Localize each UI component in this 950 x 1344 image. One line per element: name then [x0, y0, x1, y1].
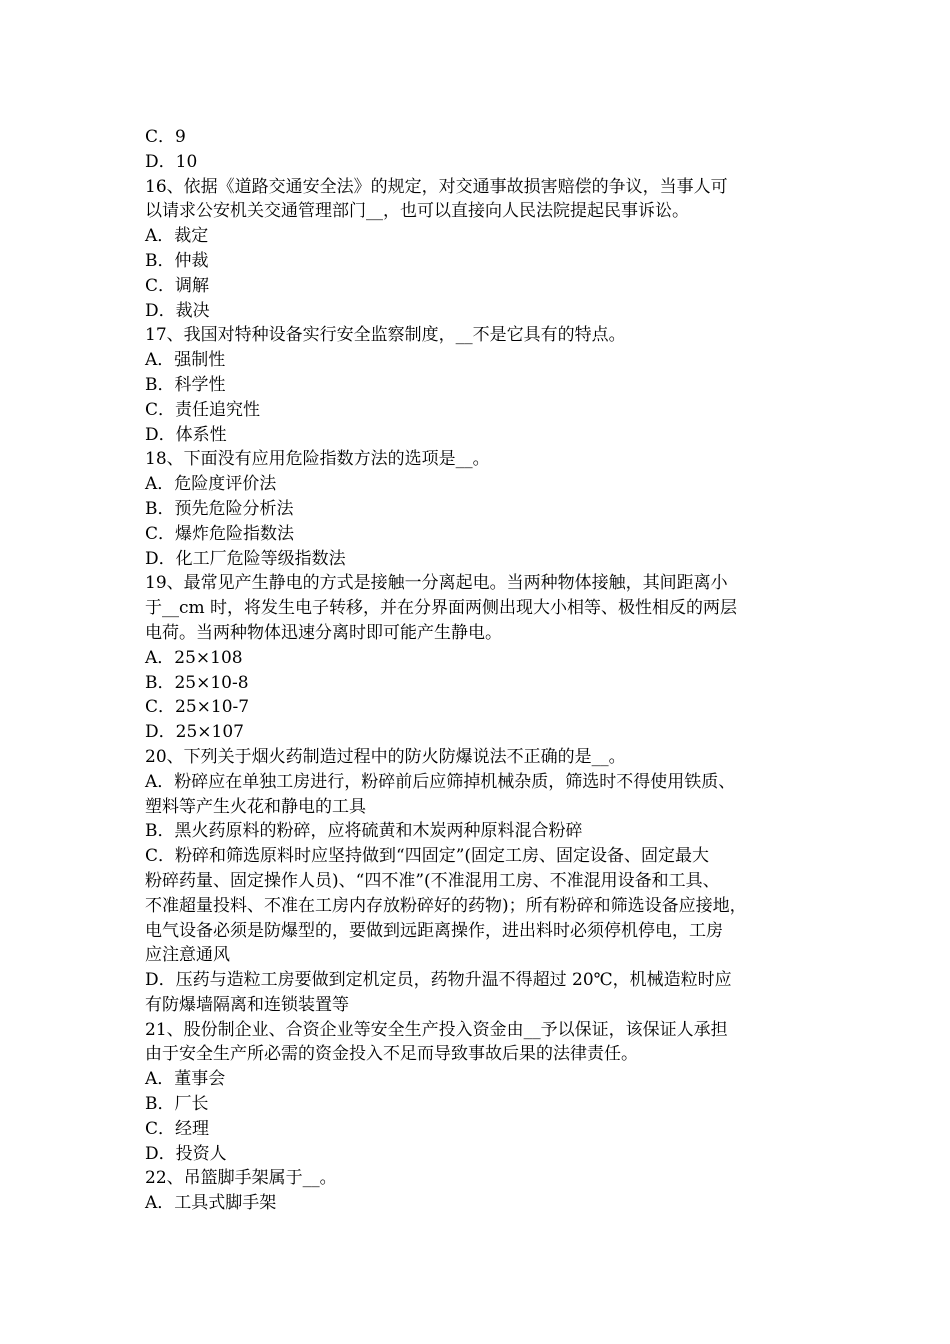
option-c-20-cont: 不准超量投料、不准在工房内存放粉碎好的药物)；所有粉碎和筛选设备应接地， [145, 895, 747, 916]
option-a-20-cont: 塑料等产生火花和静电的工具 [145, 796, 366, 817]
option-c-20-cont: 电气设备必须是防爆型的，要做到远距离操作，进出料时必须停机停电，工房 [145, 920, 723, 941]
document-page [145, 125, 825, 1216]
question-22-text: 22、吊篮脚手架属于__。 [145, 1168, 337, 1189]
option-d-20-cont: 有防爆墙隔离和连锁装置等 [145, 994, 349, 1015]
option-a-21: A．董事会 [145, 1069, 226, 1090]
option-c-16: C．调解 [145, 275, 210, 296]
question-21-text-cont: 由于安全生产所必需的资金投入不足而导致事故后果的法律责任。 [145, 1044, 638, 1065]
option-c-20-cont: 应注意通风 [145, 945, 230, 966]
option-d-19: D．25×107 [145, 722, 244, 743]
option-b-19: B．25×10-8 [145, 672, 249, 693]
question-17-text: 17、我国对特种设备实行安全监察制度，__不是它具有的特点。 [145, 325, 626, 346]
option-d-15: D．10 [145, 151, 198, 172]
option-a-16: A．裁定 [145, 226, 209, 247]
option-c-21: C．经理 [145, 1118, 210, 1139]
question-19-text-cont: 电荷。当两种物体迅速分离时即可能产生静电。 [145, 622, 502, 643]
option-c-17: C．责任追究性 [145, 399, 261, 420]
option-d-21: D．投资人 [145, 1143, 227, 1164]
option-a-19: A．25×108 [145, 647, 243, 668]
option-d-20: D．压药与造粒工房要做到定机定员，药物升温不得超过 20℃，机械造粒时应 [145, 970, 732, 991]
option-b-16: B．仲裁 [145, 250, 209, 271]
option-b-21: B．厂长 [145, 1094, 209, 1115]
option-d-16: D．裁决 [145, 300, 210, 321]
question-16-text-cont: 以请求公安机关交通管理部门__，也可以直接向人民法院提起民事诉讼。 [145, 201, 689, 222]
option-a-22: A．工具式脚手架 [145, 1193, 277, 1214]
option-c-20: C．粉碎和筛选原料时应坚持做到“四固定”(固定工房、固定设备、固定最大 [145, 846, 710, 867]
option-c-18: C．爆炸危险指数法 [145, 523, 295, 544]
option-b-18: B．预先危险分析法 [145, 498, 294, 519]
question-18-text: 18、下面没有应用危险指数方法的选项是__。 [145, 449, 490, 470]
option-d-18: D．化工厂危险等级指数法 [145, 548, 346, 569]
question-19-text-cont: 于__cm 时，将发生电子转移，并在分界面两侧出现大小相等、极性相反的两层 [145, 598, 738, 619]
option-a-20: A．粉碎应在单独工房进行，粉碎前后应筛掉机械杂质，筛选时不得使用铁质、 [145, 771, 736, 792]
question-19-text: 19、最常见产生静电的方式是接触一分离起电。当两种物体接触，其间距离小 [145, 573, 728, 594]
question-20-text: 20、下列关于烟火药制造过程中的防火防爆说法不正确的是__。 [145, 746, 626, 767]
option-d-17: D．体系性 [145, 424, 227, 445]
option-c-15: C．9 [145, 127, 186, 147]
option-c-20-cont: 粉碎药量、固定操作人员)、“四不准”(不准混用工房、不准混用设备和工具、 [145, 870, 720, 891]
option-c-19: C．25×10-7 [145, 697, 250, 718]
question-21-text: 21、股份制企业、合资企业等安全生产投入资金由__予以保证，该保证人承担 [145, 1019, 728, 1040]
option-b-17: B．科学性 [145, 374, 226, 395]
option-a-17: A．强制性 [145, 350, 226, 371]
question-16-text: 16、依据《道路交通安全法》的规定，对交通事故损害赔偿的争议，当事人可 [145, 176, 728, 197]
option-a-18: A．危险度评价法 [145, 474, 277, 495]
option-b-20: B．黑火药原料的粉碎，应将硫黄和木炭两种原料混合粉碎 [145, 821, 583, 842]
